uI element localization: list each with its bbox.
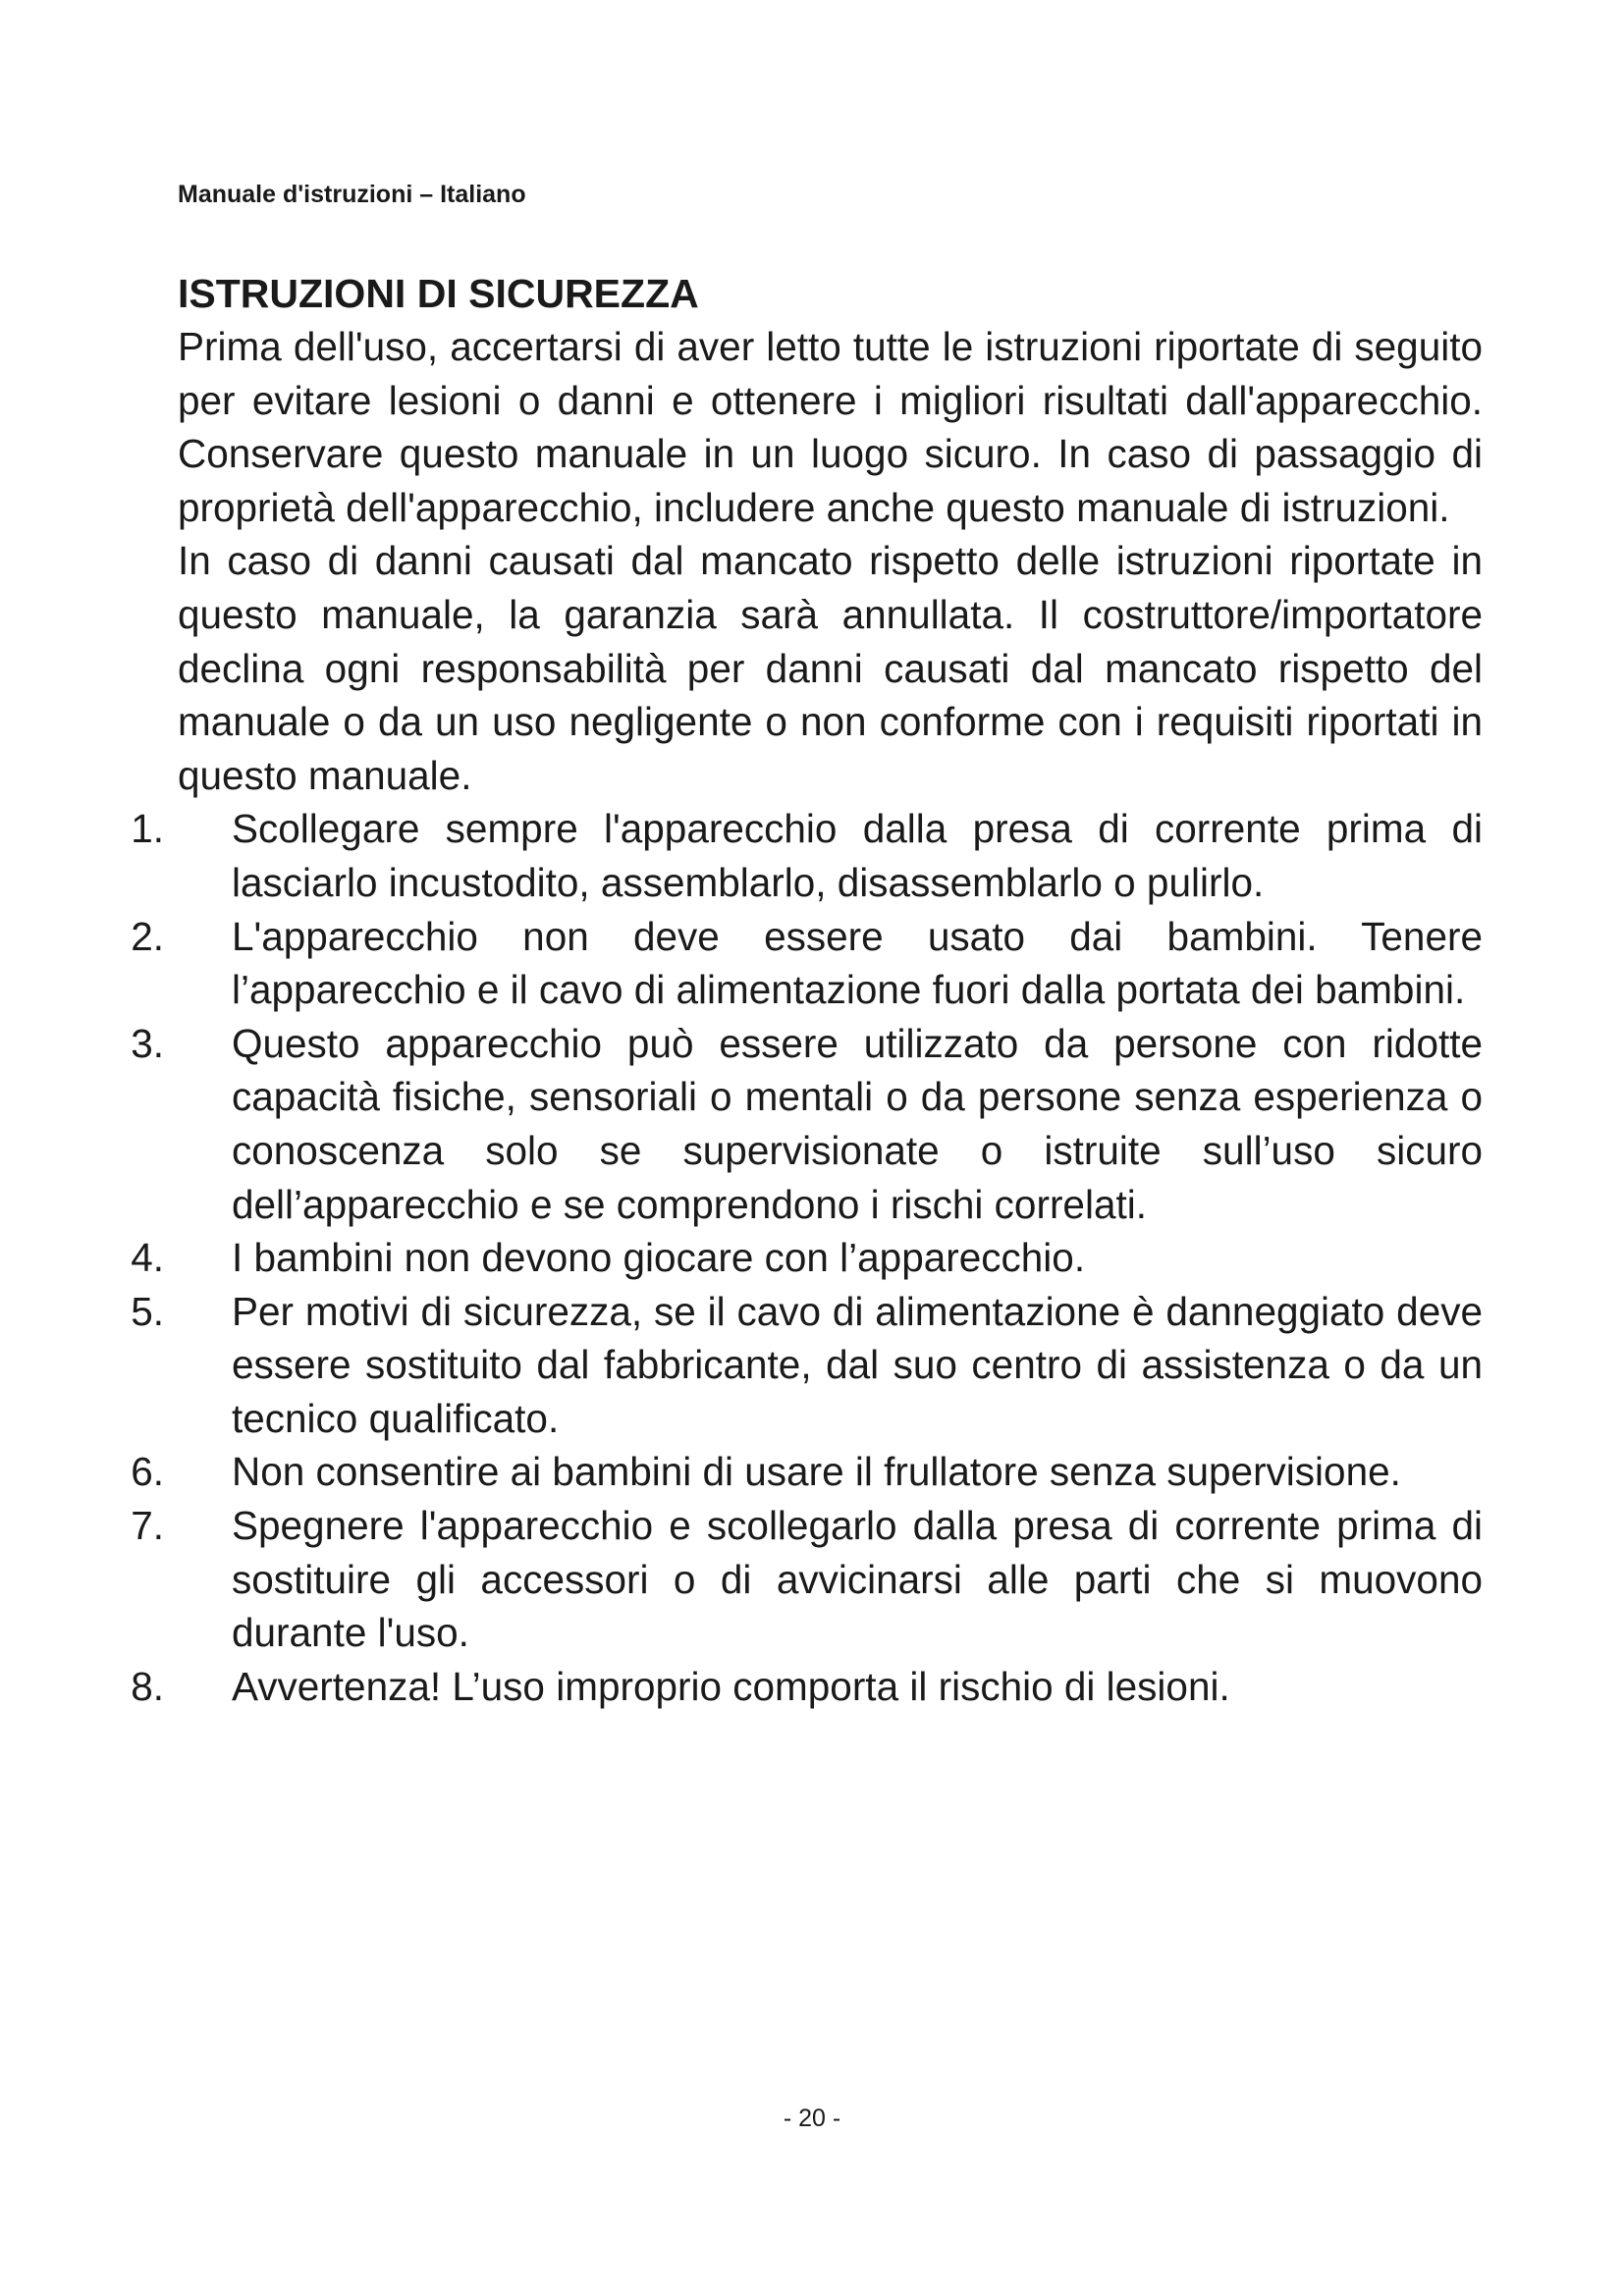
page-number: - 20 -	[783, 2105, 841, 2132]
section-title: ISTRUZIONI DI SICUREZZA	[178, 271, 699, 316]
list-item-text: L'apparecchio non deve essere usato dai bambini. Tenere l’apparecchio e il cavo di alimentazione fuori dalla portata dei bambini.	[232, 913, 1483, 1013]
list-item-text: Per motivi di sicurezza, se il cavo di alimentazione è danneggiato deve essere sostituito dal fabbricante, dal suo centro di assistenza o da un tecnico qualificato.	[232, 1288, 1483, 1441]
list-item: 2. L'apparecchio non deve essere usato dai bambini. Tenere l’apparecchio e il cavo di alimentazione fuori dalla portata dei bambini.	[178, 910, 1483, 1017]
intro-paragraph: Prima dell'uso, accertarsi di aver letto tutte le istruzioni riportate di seguito per evitare lesioni o danni e ottenere i migliori risultati dall'apparecchio. Conservare questo manuale in un luogo sicuro. In caso di passaggio di proprietà dell'apparecchio, includere anche questo manuale di istruzioni.	[178, 324, 1483, 530]
page-content	[131, 267, 1483, 1713]
warranty-paragraph: In caso di danni causati dal mancato rispetto delle istruzioni riportate in questo manuale, la garanzia sarà annullata. Il costruttore/importatore declina ogni responsabilità per danni causati dal mancato rispetto del manuale o da un uso negligente o non conforme con i requisiti riportati in questo manuale.	[178, 538, 1483, 798]
list-item: 8. Avvertenza! L’uso improprio comporta il rischio di lesioni.	[178, 1660, 1483, 1714]
list-item: 5. Per motivi di sicurezza, se il cavo di alimentazione è danneggiato deve essere sostituito dal fabbricante, dal suo centro di assistenza o da un tecnico qualificato.	[178, 1285, 1483, 1446]
list-item: 1. Scollegare sempre l'apparecchio dalla presa di corrente prima di lasciarlo incustodito, assemblarlo, disassemblarlo o pulirlo.	[178, 802, 1483, 909]
list-item: 3. Questo apparecchio può essere utilizzato da persone con ridotte capacità fisiche, sensoriali o mentali o da persone senza esperienza o conoscenza solo se supervisionate o istruite sull’uso sicuro dell’apparecchio e se comprendono i rischi correlati.	[178, 1017, 1483, 1231]
list-item-text: Scollegare sempre l'apparecchio dalla presa di corrente prima di lasciarlo incustodito, assemblarlo, disassemblarlo o pulirlo.	[232, 806, 1483, 905]
list-item: 4. I bambini non devono giocare con l’apparecchio.	[178, 1231, 1483, 1285]
running-header: Manuale d'istruzioni – Italiano	[178, 181, 526, 208]
list-item-text: Questo apparecchio può essere utilizzato da persone con ridotte capacità fisiche, sensoriali o mentali o da persone senza esperienza o conoscenza solo se supervisionate o istruite sull’uso sicuro dell’apparecchio e se comprendono i rischi correlati.	[232, 1020, 1483, 1227]
list-item-text: Avvertenza! L’uso improprio comporta il rischio di lesioni.	[232, 1663, 1230, 1709]
list-item: 6. Non consentire ai bambini di usare il frullatore senza supervisione.	[178, 1445, 1483, 1499]
list-item-text: I bambini non devono giocare con l’apparecchio.	[232, 1235, 1086, 1281]
list-item-text: Spegnere l'apparecchio e scollegarlo dalla presa di corrente prima di sostituire gli accessori o di avvicinarsi alle parti che si muovono durante l'uso.	[232, 1503, 1483, 1656]
list-item: 7. Spegnere l'apparecchio e scollegarlo dalla presa di corrente prima di sostituire gli accessori o di avvicinarsi alle parti che si muovono durante l'uso.	[178, 1499, 1483, 1660]
list-item-text: Non consentire ai bambini di usare il frullatore senza supervisione.	[232, 1449, 1401, 1495]
safety-instructions-list	[131, 802, 1483, 1713]
